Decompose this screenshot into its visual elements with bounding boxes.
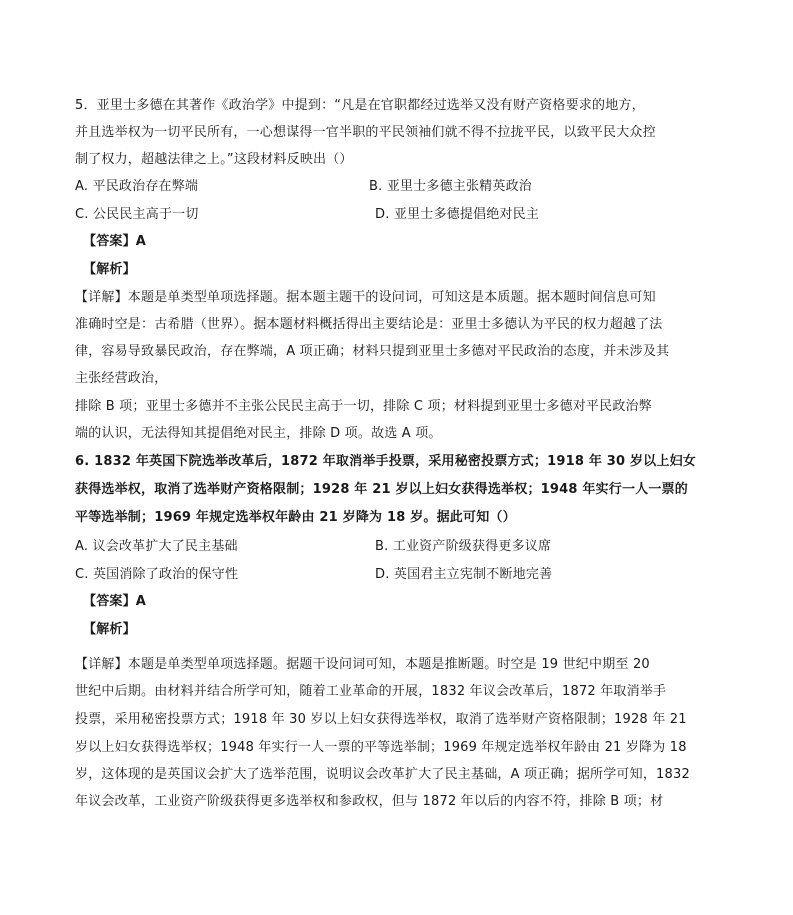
q6-stem-line-3: 平等选举制；1969 年规定选举权年龄由 21 岁降为 18 岁。据此可知（） — [75, 510, 516, 525]
q6-detail-line-2: 世纪中后期。由材料并结合所学可知，随着工业革命的开展，1832 年议会改革后，1872 年取消举手 — [75, 684, 667, 699]
q5-analysis-heading: 【解析】 — [83, 262, 136, 277]
q5-detail-line-6: 端的认识，无法得知其提倡绝对民主，排除 D 项。故选 A 项。 — [75, 426, 442, 441]
q6-analysis-heading: 【解析】 — [83, 622, 136, 637]
q5-option-d: D. 亚里士多德提倡绝对民主 — [375, 207, 540, 222]
q6-detail-line-6: 年议会改革，工业资产阶级获得更多选举权和参政权，但与 1872 年以后的内容不符，排除 B 项；材 — [75, 794, 664, 809]
q6-detail-line-5: 岁，这体现的是英国议会扩大了选举范围，说明议会改革扩大了民主基础，A 项正确；据所学可知，1832 — [75, 767, 690, 782]
q6-option-d: D. 英国君主立宪制不断地完善 — [375, 567, 553, 582]
q5-detail-line-4: 主张经营政治， — [75, 371, 168, 386]
q5-detail-line-3: 律，容易导致暴民政治，存在弊端，A 项正确；材料只提到亚里士多德对平民政治的态度，并未涉及其 — [75, 344, 670, 359]
q5-option-c: C. 公民民主高于一切 — [75, 207, 199, 222]
q6-detail-line-1: 【详解】本题是单类型单项选择题。据题干设问词可知，本题是推断题。时空是 19 世纪中期至 20 — [75, 657, 650, 672]
q5-stem-line-1: 5．亚里士多德在其著作《政治学》中提到：“凡是在官职都经过选举又没有财产资格要求的地方， — [75, 98, 645, 113]
q6-option-c: C. 英国消除了政治的保守性 — [75, 567, 239, 582]
q6-stem-line-2: 获得选举权，取消了选举财产资格限制；1928 年 21 岁以上妇女获得选举权；1948 年实行一人一票的 — [75, 482, 688, 497]
q6-answer: 【答案】A — [83, 594, 147, 609]
q5-option-b: B. 亚里士多德主张精英政治 — [369, 179, 532, 194]
q5-stem-line-2: 并且选举权为一切平民所有，一心想谋得一官半职的平民领袖们就不得不拉拢平民，以致平民大众控 — [75, 125, 656, 140]
q5-answer: 【答案】A — [83, 234, 147, 249]
q6-detail-line-3: 投票，采用秘密投票方式；1918 年 30 岁以上妇女获得选举权，取消了选举财产资格限制；1928 年 21 — [75, 712, 687, 727]
q6-stem-line-1: 6. 1832 年英国下院选举改革后，1872 年取消举手投票，采用秘密投票方式；1918 年 30 岁以上妇女 — [75, 454, 696, 469]
q5-option-a: A. 平民政治存在弊端 — [75, 179, 199, 194]
q5-detail-line-1: 【详解】本题是单类型单项选择题。据本题主题干的设问词，可知这是本质题。据本题时间信息可知 — [75, 290, 656, 305]
q5-stem-line-3: 制了权力，超越法律之上。”这段材料反映出（） — [75, 152, 353, 167]
q6-option-b: B. 工业资产阶级获得更多议席 — [375, 539, 552, 554]
q6-option-a: A. 议会改革扩大了民主基础 — [75, 539, 238, 554]
q5-detail-line-5: 排除 B 项；亚里士多德并不主张公民民主高于一切，排除 C 项；材料提到亚里士多德对平民政治弊 — [75, 399, 652, 414]
q5-detail-line-2: 准确时空是：古希腊（世界）。据本题材料概括得出主要结论是：亚里士多德认为平民的权力超越了法 — [75, 317, 663, 332]
q6-detail-line-4: 岁以上妇女获得选举权；1948 年实行一人一票的平等选举制；1969 年规定选举权年龄由 21 岁降为 18 — [75, 740, 687, 755]
